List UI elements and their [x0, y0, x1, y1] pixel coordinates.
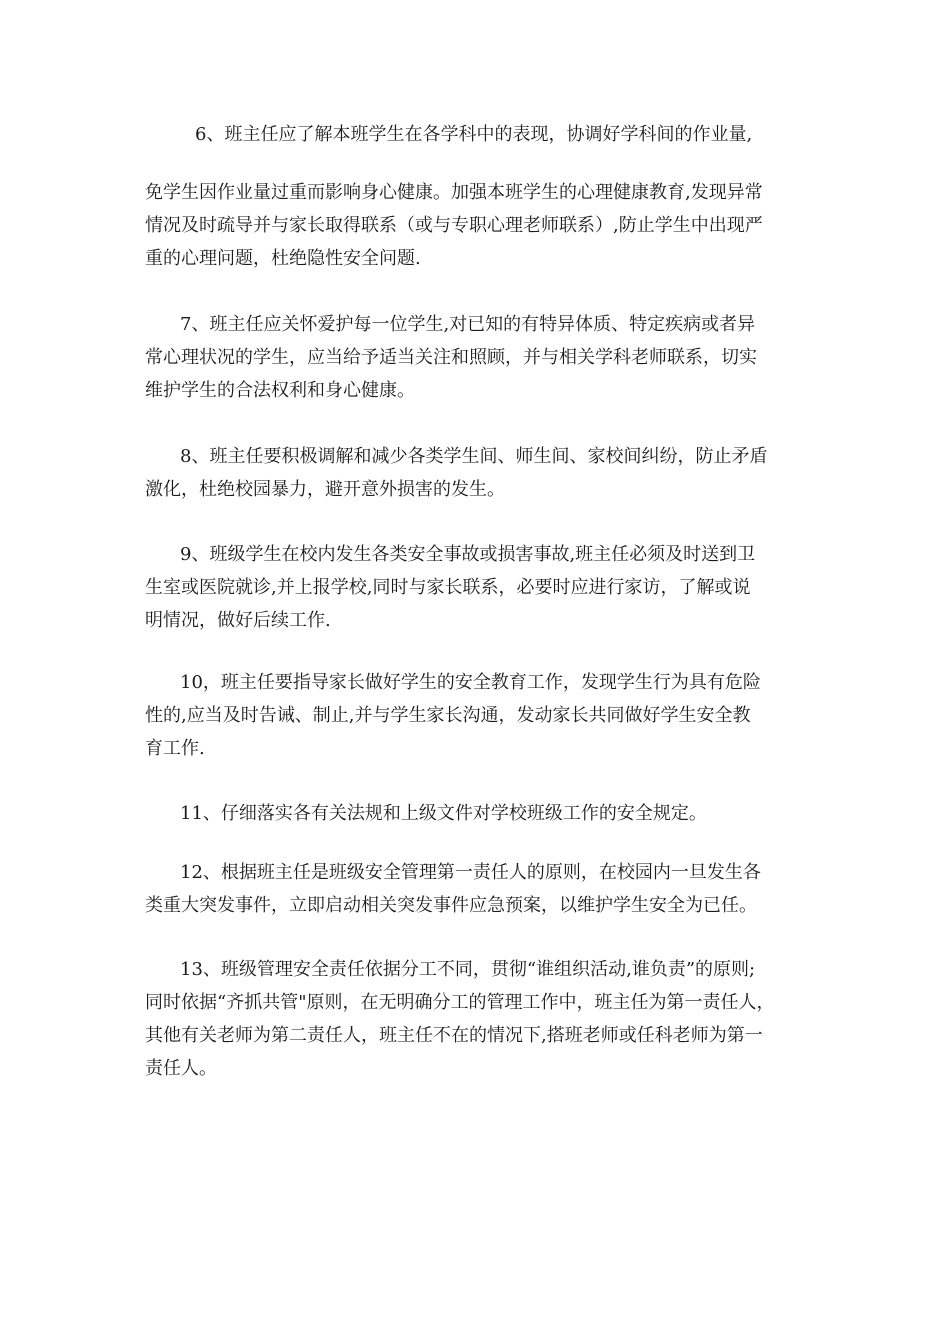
paragraph-line: 性的,应当及时告诫、制止,并与学生家长沟通，发动家长共同做好学生安全教	[145, 705, 751, 726]
paragraph-line: 激化，杜绝校园暴力，避开意外损害的发生。	[145, 479, 505, 500]
paragraph-line: 维护学生的合法权利和身心健康。	[145, 380, 415, 401]
paragraph-line: 其他有关老师为第二责任人，班主任不在的情况下,搭班老师或任科老师为第一	[145, 1025, 763, 1046]
paragraph-line: 责任人。	[145, 1058, 217, 1079]
paragraph-7	[145, 308, 815, 407]
paragraph-line: 8、班主任要积极调解和减少各类学生间、师生间、家校间纠纷，防止矛盾	[180, 446, 768, 467]
paragraph-line: 同时依据“齐抓共管"原则，在无明确分工的管理工作中，班主任为第一责任人，	[145, 992, 775, 1013]
paragraph-line: 育工作.	[145, 738, 205, 759]
paragraph-line: 情况及时疏导并与家长取得联系（或与专职心理老师联系）,防止学生中出现严	[145, 215, 763, 236]
paragraph-line: 6、班主任应了解本班学生在各学科中的表现，协调好学科间的作业量,	[195, 124, 753, 145]
paragraph-line: 类重大突发事件，立即启动相关突发事件应急预案，以维护学生安全为已任。	[145, 895, 757, 916]
paragraph-9	[145, 538, 815, 637]
paragraph-13	[145, 953, 815, 1085]
paragraph-line: 生室或医院就诊,并上报学校,同时与家长联系，必要时应进行家访，了解或说	[145, 577, 751, 598]
paragraph-6-continued	[145, 176, 815, 275]
paragraph-line: 10，班主任要指导家长做好学生的安全教育工作，发现学生行为具有危险	[180, 672, 761, 693]
paragraph-line: 常心理状况的学生，应当给予适当关注和照顾，并与相关学科老师联系，切实	[145, 347, 757, 368]
paragraph-line: 12、根据班主任是班级安全管理第一责任人的原则，在校园内一旦发生各	[180, 862, 761, 883]
paragraph-line: 明情况，做好后续工作.	[145, 610, 331, 631]
paragraph-11	[145, 797, 815, 830]
paragraph-line: 9、班级学生在校内发生各类安全事故或损害事故,班主任必须及时送到卫	[180, 544, 756, 565]
paragraph-10	[145, 666, 815, 765]
paragraph-12	[145, 856, 815, 922]
paragraph-line: 免学生因作业量过重而影响身心健康。加强本班学生的心理健康教育,发现异常	[145, 182, 763, 203]
paragraph-8	[145, 440, 815, 506]
paragraph-line: 重的心理问题，杜绝隐性安全问题.	[145, 248, 421, 269]
paragraph-line: 7、班主任应关怀爱护每一位学生,对已知的有特异体质、特定疾病或者异	[180, 314, 756, 335]
paragraph-line: 11、仔细落实各有关法规和上级文件对学校班级工作的安全规定。	[180, 803, 707, 824]
paragraph-6	[145, 118, 815, 151]
paragraph-line: 13、班级管理安全责任依据分工不同，贯彻“谁组织活动,谁负责”的原则;	[180, 959, 756, 980]
